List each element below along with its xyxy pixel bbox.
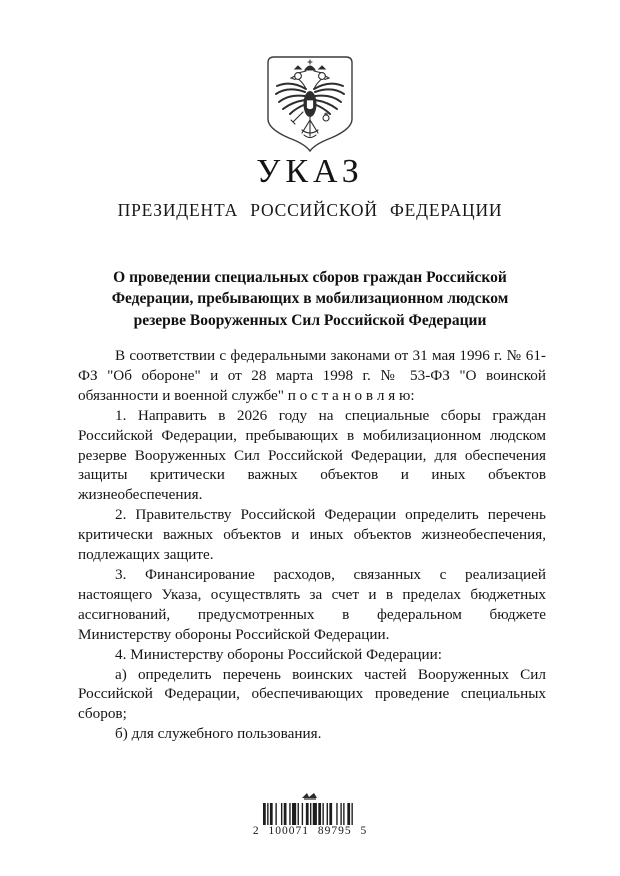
decree-paragraph-2: 2. Правительству Российской Федерации определить перечень критически важных объектов и иных объектов жизнеобеспечения, подлежащих защите.: [78, 506, 546, 564]
barcode-number: 2 100071 89795 5: [252, 825, 368, 837]
russian-coat-of-arms-icon: [267, 56, 353, 153]
decree-body: [78, 346, 546, 744]
decree-subject-title: О проведении специальных сборов граждан Российской Федерации, пребывающих в мобилизационном людском резерве Вооруженных Сил Российской Федерации: [111, 269, 509, 329]
decree-paragraph-4: 4. Министерству обороны Российской Федерации:: [115, 645, 443, 663]
press-mark-icon: [299, 789, 321, 802]
decree-paragraph-preamble: В соответствии с федеральными законами от 31 мая 1996 г. № 61-ФЗ "Об обороне" и от 28 марта 1998 г. № 53-ФЗ "О воинской обязанности и военной службе" п о с т а н о в л я ю:: [78, 347, 546, 404]
decree-paragraph-3: 3. Финансирование расходов, связанных с реализацией настоящего Указа, осуществлять за счет и в пределах бюджетных ассигнований, предусмотренных в федеральном бюджете Министерству обороны Российской Федерации.: [78, 565, 546, 643]
decree-paragraph-4b: б) для служебного пользования.: [115, 725, 322, 743]
decree-paragraph-4a: а) определить перечень воинских частей Вооруженных Сил Российской Федерации, обеспечивающих проведение специальных сборов;: [78, 665, 546, 723]
barcode-bars-icon: [263, 803, 357, 825]
document-type-title: УКАЗ: [256, 153, 364, 190]
decree-paragraph-1: 1. Направить в 2026 году на специальные сборы граждан Российской Федерации, пребывающих в мобилизационном людском резерве Вооруженных Сил Российской Федерации, для обеспечения защиты критически важных объектов и иных объектов жизнеобеспечения.: [78, 406, 546, 504]
barcode: [245, 789, 375, 837]
issuer-title: ПРЕЗИДЕНТА РОССИЙСКОЙ ФЕДЕРАЦИИ: [117, 200, 503, 220]
